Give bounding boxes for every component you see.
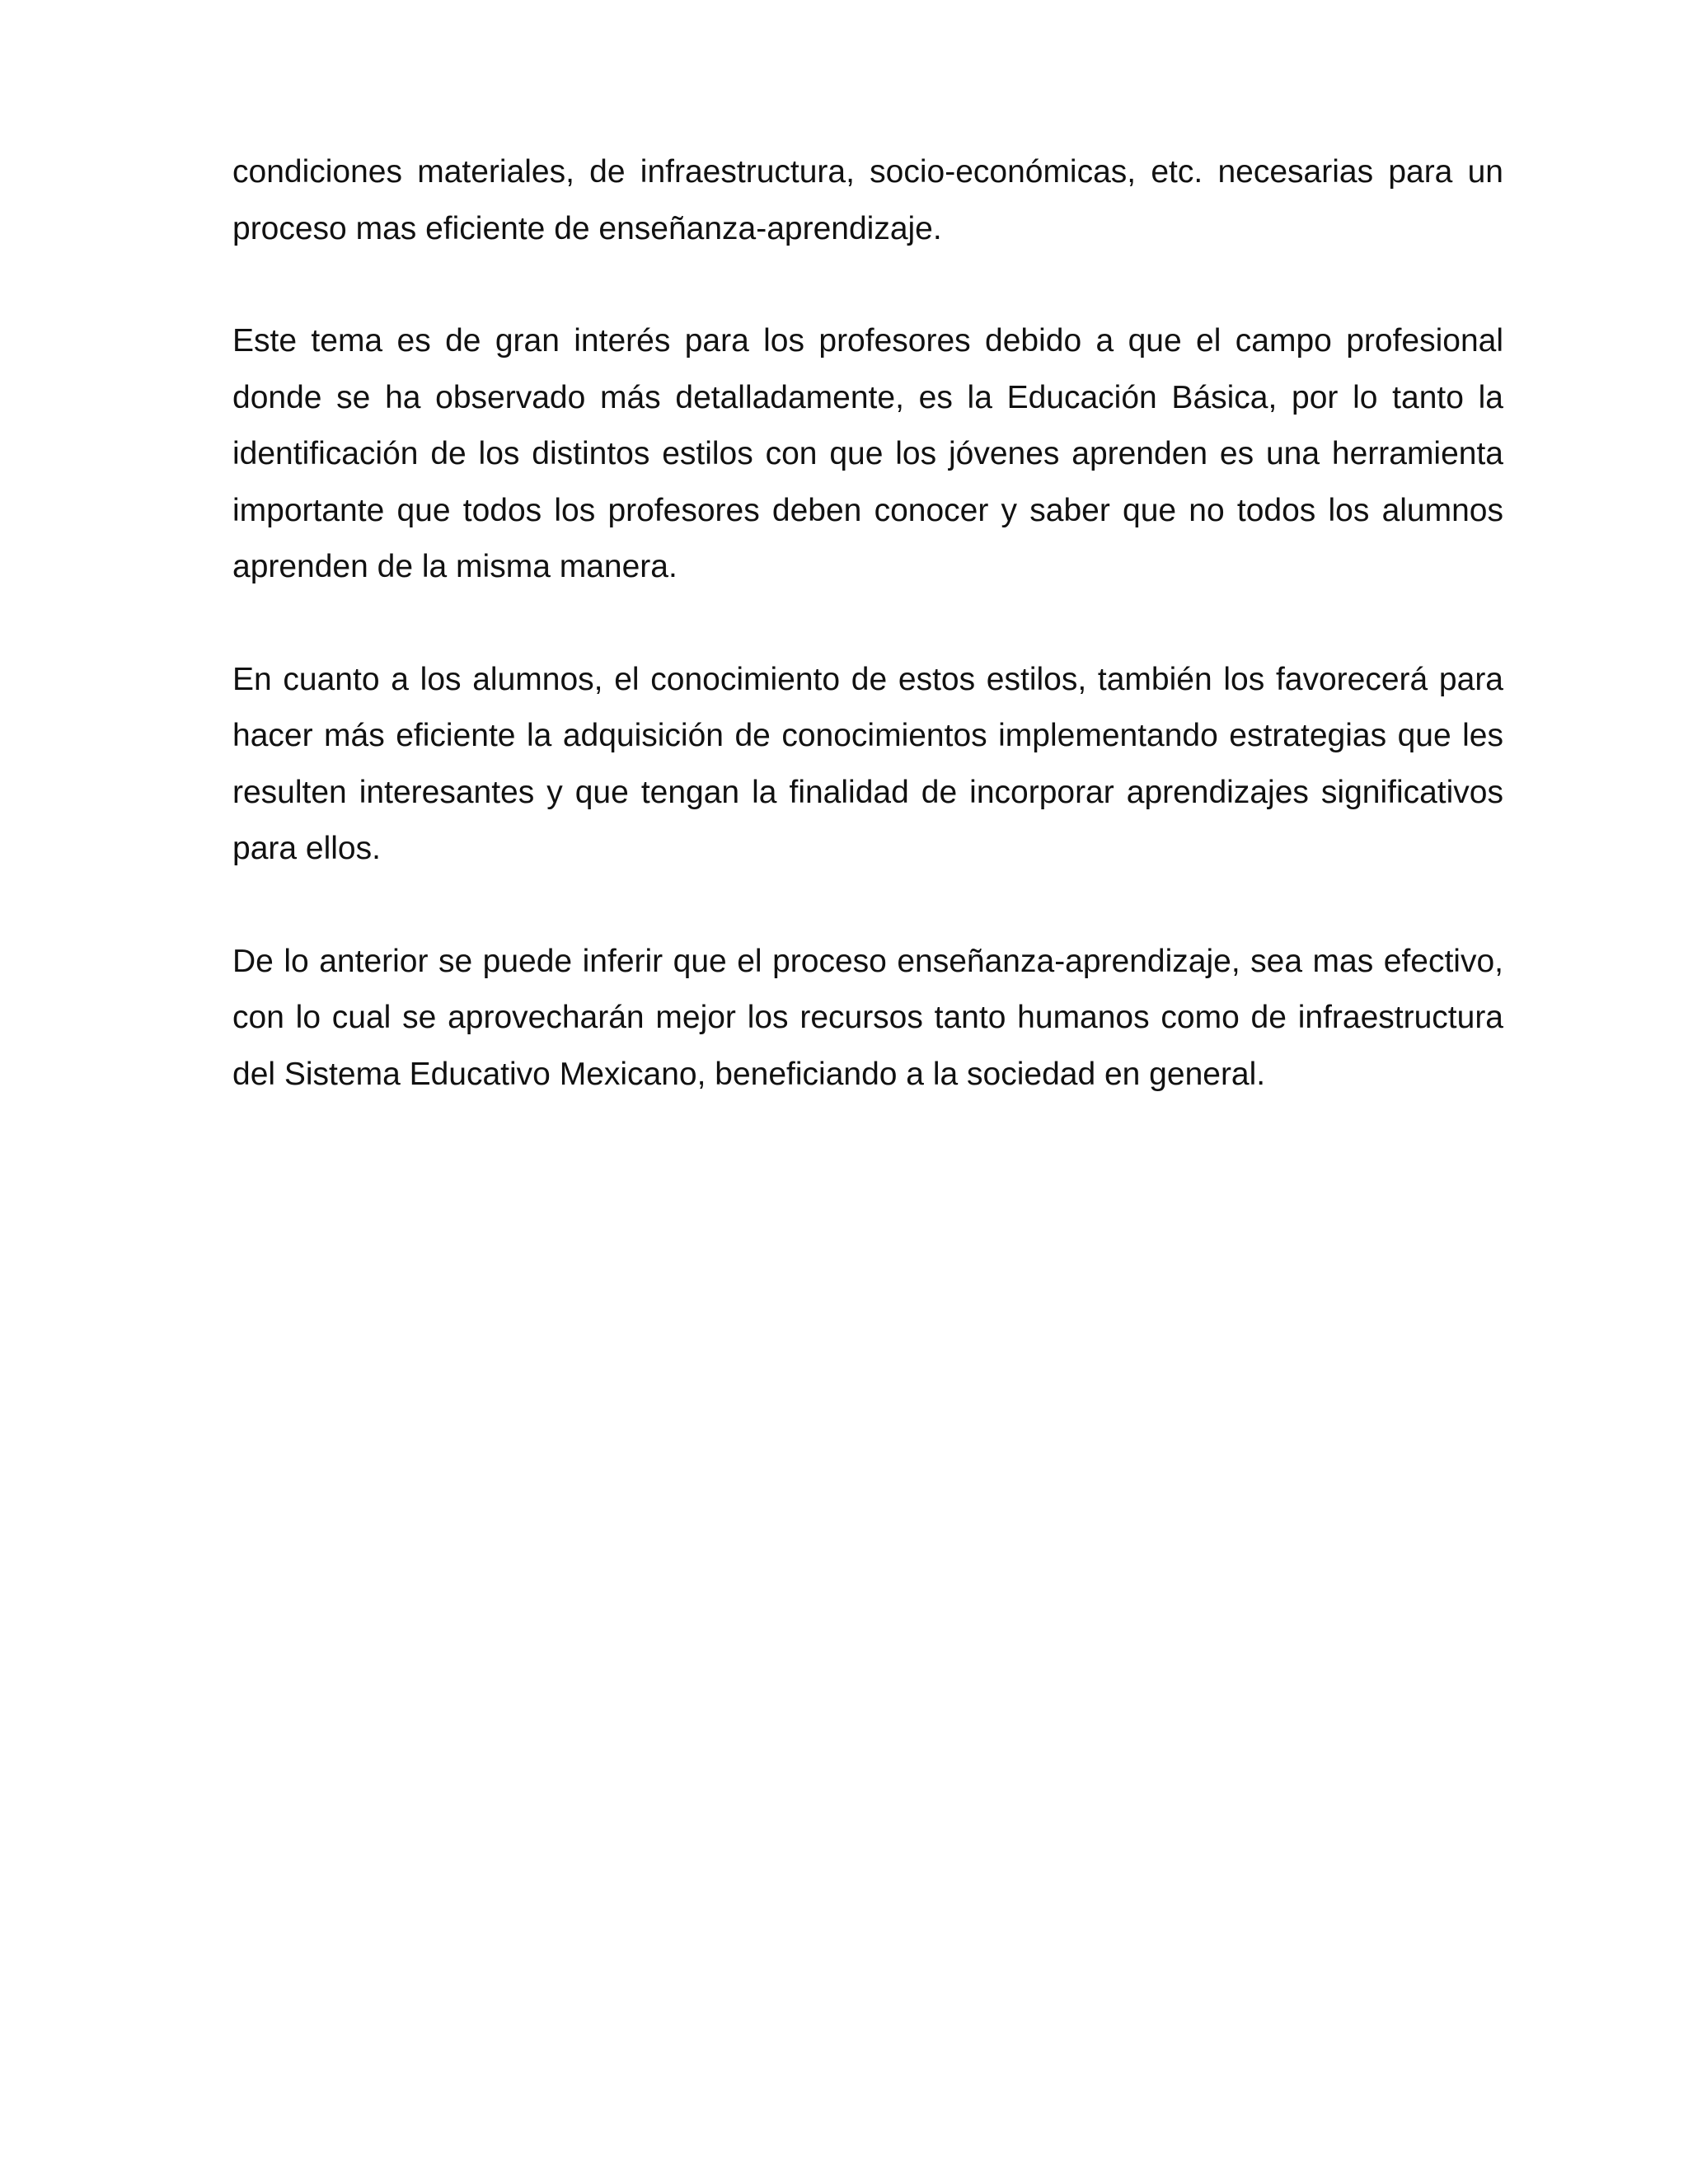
paragraph-2: Este tema es de gran interés para los profesores debido a que el campo profesional donde se ha observado más detalladamente, es la Educación Básica, por lo tanto la identificación de los distintos estilos con que los jóvenes aprenden es una herramienta importante que todos los profesores deben conocer y saber que no todos los alumnos aprenden de la misma manera.	[232, 323, 1503, 584]
paragraph-1: condiciones materiales, de infraestructura, socio-económicas, etc. necesarias para un proceso mas eficiente de enseñanza-aprendizaje.	[232, 154, 1503, 246]
paragraph-4: De lo anterior se puede inferir que el proceso enseñanza-aprendizaje, sea mas efectivo, con lo cual se aprovecharán mejor los recursos tanto humanos como de infraestructura del Sistema Educativo Mexicano, beneficiando a la sociedad en general.	[232, 943, 1503, 1092]
document-body	[232, 144, 1503, 1159]
paragraph-3: En cuanto a los alumnos, el conocimiento de estos estilos, también los favorecerá para hacer más eficiente la adquisición de conocimientos implementando estrategias que les resulten interesantes y que tengan la finalidad de incorporar aprendizajes significativos para ellos.	[232, 661, 1503, 866]
